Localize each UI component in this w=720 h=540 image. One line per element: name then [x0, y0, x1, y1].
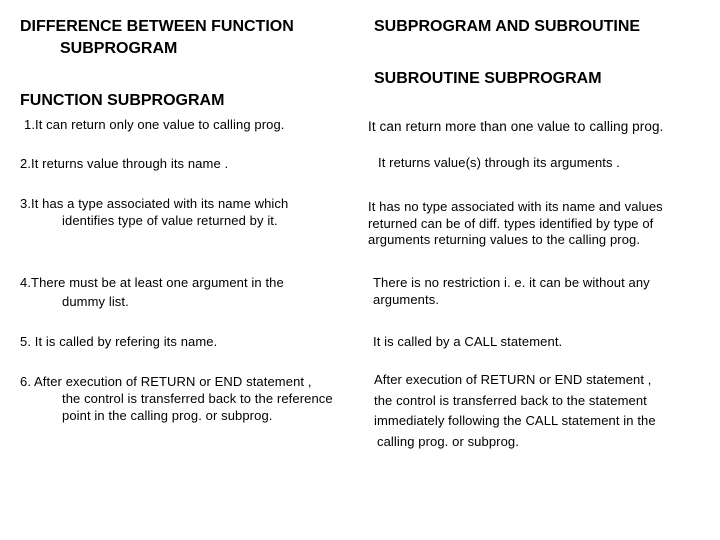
subroutine-point-3	[368, 199, 663, 249]
text-line: There is no restriction i. e. it can be without any	[373, 275, 650, 290]
subroutine-point-6	[374, 370, 656, 452]
text-line: identifies type of value returned by it.	[62, 213, 278, 228]
subroutine-point-2	[378, 154, 620, 171]
text-line: 1.It can return only one value to calling prog.	[24, 117, 285, 132]
text-line: After execution of RETURN or END statement ,	[374, 372, 652, 387]
function-point-1	[24, 116, 285, 133]
subroutine-point-1	[368, 118, 663, 135]
column-header-function: FUNCTION SUBPROGRAM	[20, 92, 225, 109]
text-line: 3.It has a type associated with its name which	[20, 196, 289, 211]
text-line: 2.It returns value through its name .	[20, 156, 229, 171]
subroutine-point-4	[373, 274, 650, 308]
page-title-left	[20, 16, 294, 60]
text-line: It returns value(s) through its arguments .	[378, 155, 621, 170]
text-line: arguments.	[373, 292, 440, 307]
title-line-1: DIFFERENCE BETWEEN FUNCTION	[20, 18, 294, 35]
text-line: returned can be of diff. types identified by type of	[368, 215, 654, 231]
text-line: calling prog. or subprog.	[377, 433, 519, 449]
text-line: the control is transferred back to the statement	[374, 392, 647, 408]
text-line: 5. It is called by refering its name.	[20, 334, 218, 349]
text-line: It can return more than one value to calling prog.	[368, 119, 664, 134]
text-line: It is called by a CALL statement.	[373, 334, 563, 349]
text-line: point in the calling prog. or subprog.	[62, 408, 273, 423]
function-point-4	[20, 273, 284, 311]
text-line: immediately following the CALL statement in the	[374, 413, 656, 428]
function-point-5	[20, 333, 217, 350]
text-line: arguments returning values to the calling prog.	[368, 232, 641, 247]
text-line: dummy list.	[62, 294, 129, 309]
text-line: 6. After execution of RETURN or END statement ,	[20, 374, 312, 389]
subroutine-point-5	[373, 333, 562, 350]
text-line: It has no type associated with its name and values	[368, 199, 663, 214]
page-title-right: SUBPROGRAM AND SUBROUTINE	[374, 18, 641, 35]
function-point-2	[20, 155, 228, 172]
function-point-6	[20, 373, 333, 424]
column-header-subroutine: SUBROUTINE SUBPROGRAM	[374, 70, 602, 87]
text-line: 4.There must be at least one argument in the	[20, 275, 284, 290]
title-line-2: SUBPROGRAM	[60, 40, 178, 57]
function-point-3	[20, 195, 288, 229]
text-line: the control is transferred back to the reference	[62, 391, 333, 406]
